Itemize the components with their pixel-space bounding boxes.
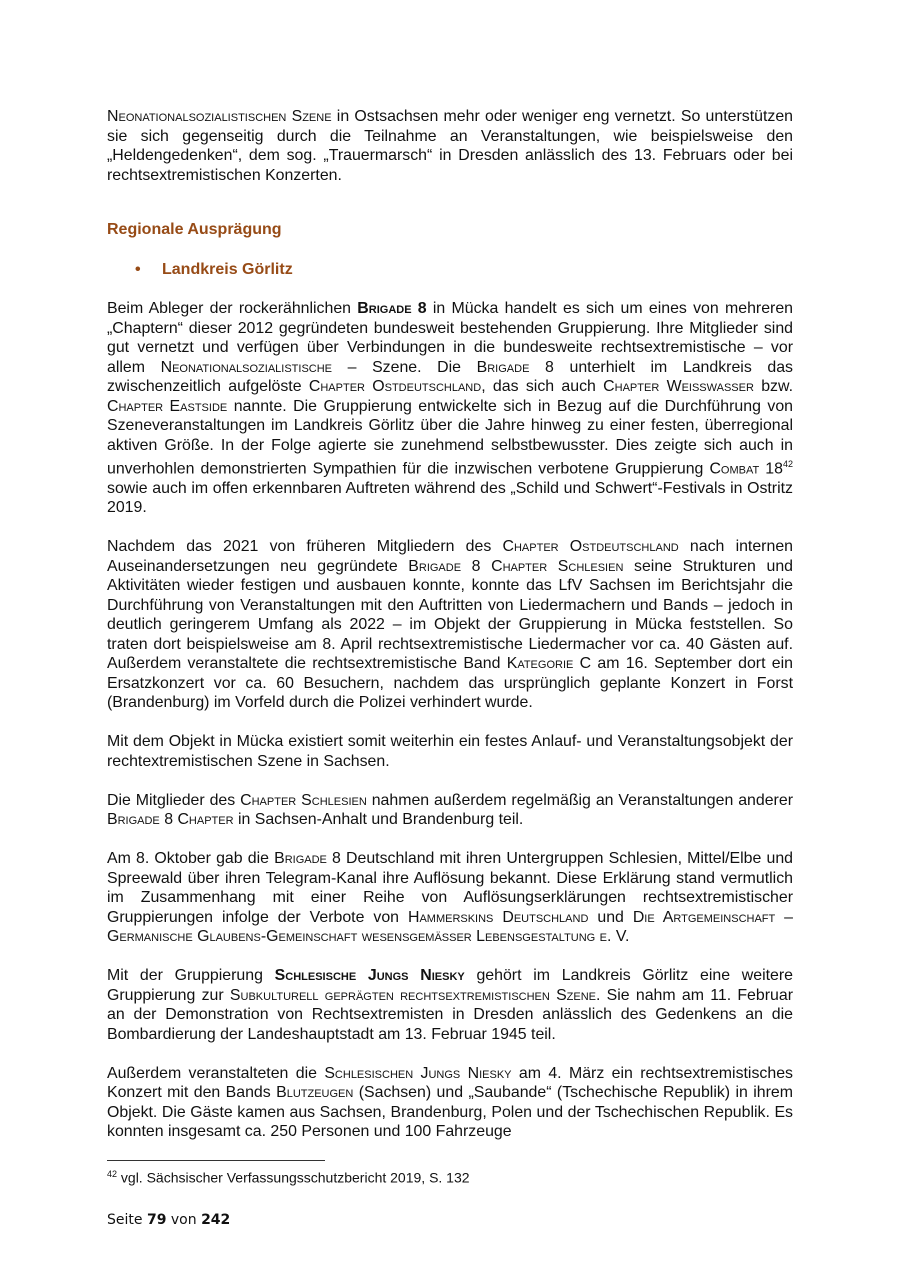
paragraph-5: Am 8. Oktober gab die Brigade 8 Deutschland mit ihren Untergruppen Schlesien, Mittel/Elbe und Spreewald über ihren Telegram-Kanal ihre Auflösung bekannt. Diese Erklärung stand vermutlich im Zusammenhang mit einer Reihe von Auflösungserklärungen rechtsextremistischer Gruppierungen infolge der Verbote von Hammerskins Deutschland und Die Artgemeinschaft – Germanische Glaubens-Gemeinschaft wesensgemäßer Lebensgestaltung e. V. [107, 850, 794, 946]
intro-paragraph: Neonationalsozialistischen Szene in Ostsachsen mehr oder weniger eng vernetzt. So unterstützen sie sich gegenseitig durch die Teilnahme an Veranstaltungen, wie beispielsweise den „Heldengedenken“, dem sog. „Trauermarsch“ in Dresden anlässlich des 13. Februars oder bei rechtsextremistischen Konzerten. [107, 108, 793, 184]
footnote-divider [107, 1160, 325, 1161]
section-heading: Regionale Ausprägung [107, 221, 282, 238]
paragraph-3: Mit dem Objekt in Mücka existiert somit weiterhin ein festes Anlauf- und Veranstaltungsobjekt der rechtextremistischen Szene in Sachsen. [107, 733, 793, 770]
sc-term: Neonationalsozialistischen Szene [107, 108, 332, 125]
paragraph-4: Die Mitglieder des Chapter Schlesien nahmen außerdem regelmäßig an Veranstaltungen anderer Brigade 8 Chapter in Sachsen-Anhalt und Brandenburg teil. [107, 791, 793, 829]
footnote-text: vgl. Sächsischer Verfassungsschutzbericht 2019, S. 132 [117, 1169, 470, 1186]
footnote-ref[interactable]: 42 [782, 459, 793, 469]
bullet-item-landkreis [135, 261, 293, 279]
paragraph-2: Nachdem das 2021 von früheren Mitgliedern des Chapter Ostdeutschland nach internen Auseinandersetzungen neu gegründete Brigade 8 Chapter Schlesien seine Strukturen und Aktivitäten wieder festigen und ausbauen konnte, konnte das LfV Sachsen im Berichtsjahr die Durchführung von Veranstaltungen mit den Auftritten von Liedermachern und Bands – jedoch in deutlich geringerem Umfang als 2022 – im Objekt der Gruppierung in Mücka feststellen. So traten dort beispielsweise am 8. April rechtsextremistische Liedermacher vor ca. 40 Gästen auf. Außerdem veranstaltete die rechtsextremistische Band Kategorie C am 16. September dort ein Ersatzkonzert vor ca. 60 Besuchern, nachdem das ursprünglich geplante Konzert in Forst (Brandenburg) im Vorfeld durch die Polizei verhindert wurde. [107, 538, 794, 712]
bullet-label: Landkreis Görlitz [162, 261, 293, 278]
footnote [107, 1169, 470, 1186]
paragraph-6: Mit der Gruppierung Schlesische Jungs Niesky gehört im Landkreis Görlitz eine weitere Gruppierung zur Subkulturell geprägten rechtsextremistischen Szene. Sie nahm am 11. Februar an der Demonstration von Rechtsextremisten in Dresden anlässlich des Gedenkens an die Bombardierung der Landeshauptstadt am 13. Februar 1945 teil. [107, 967, 793, 1043]
bullet-icon: • [135, 261, 141, 278]
paragraph-1: Beim Ableger der rockerähnlichen Brigade 8 in Mücka handelt es sich um eines von mehreren „Chaptern“ dieser 2012 gegründeten bundesweit bestehenden Gruppierung. Ihre Mitglieder sind gut vernetzt und verfügen über Verbindungen in die bundesweite rechtsextremistische – vor allem Neonationalsozialistische – Szene. Die Brigade 8 unterhielt im Landkreis das zwischenzeitlich aufgelöste Chapter Ostdeutschland, das sich auch Chapter Weißwasser bzw. Chapter Eastside nannte. Die Gruppierung entwickelte sich in Bezug auf die Durchführung von Szeneveranstaltungen im Landkreis Görlitz über die Jahre hinweg zu einer festen, überregional aktiven Größe. In der Folge agierte sie zunehmend selbstbewusster. Dies zeigte sich auch in unverhohlen demonstrierten Sympathien für die inzwischen verbotene Gruppierung Combat $18^{42}$ sowie auch im offen erkennbaren Auftreten während des „Schild und Schwert“-Festivals in Ostritz 2019. [107, 300, 794, 517]
footnote-number: 42 [107, 1169, 118, 1179]
body-text [107, 299, 793, 1161]
page-number: Seite 79 von 242 [107, 1212, 231, 1228]
paragraph-7: Außerdem veranstalteten die Schlesischen Jungs Niesky am 4. März ein rechtsextremistisches Konzert mit den Bands Blutzeugen (Sachsen) und „Saubande“ (Tschechische Republik) in ihrem Objekt. Die Gäste kamen aus Sachsen, Brandenburg, Polen und der Tschechischen Republik. Es konnten insgesamt ca. 250 Personen und 100 Fahrzeuge [107, 1064, 793, 1141]
